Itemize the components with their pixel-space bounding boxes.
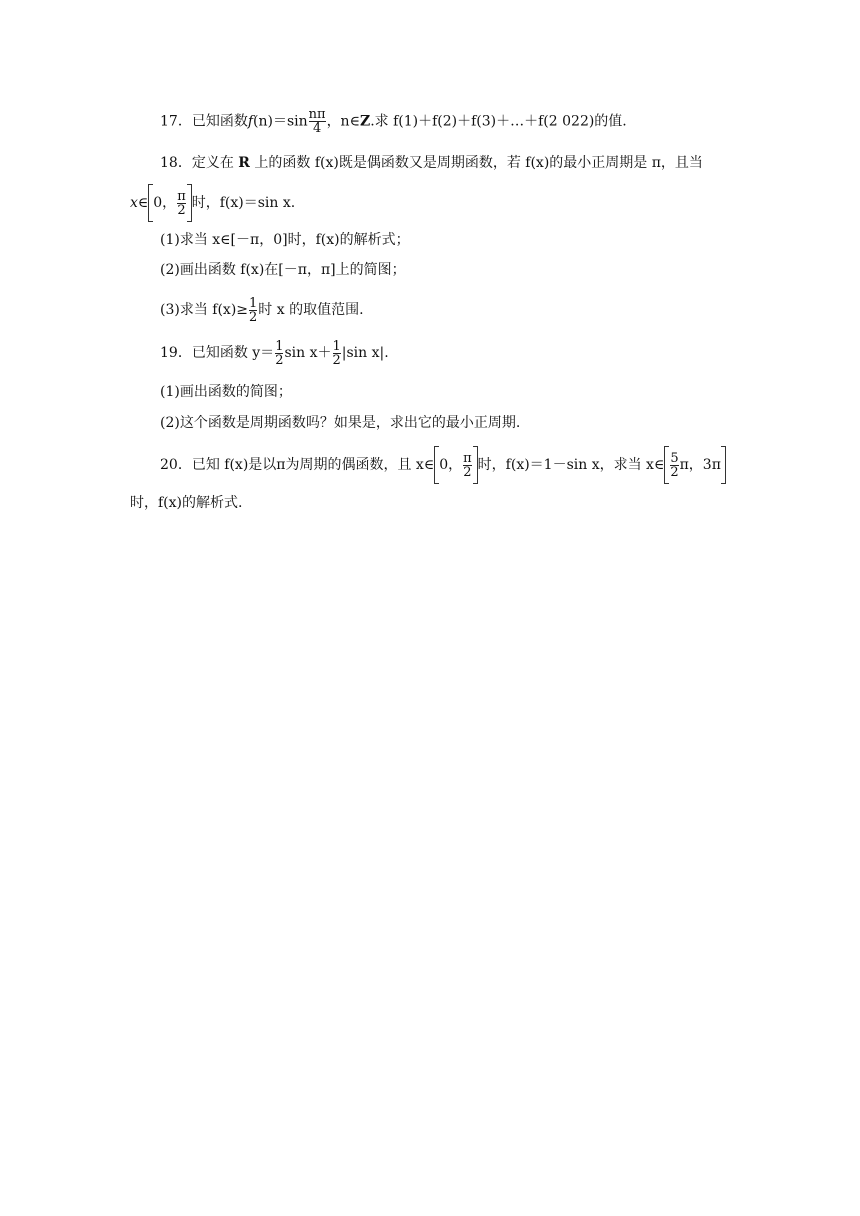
- fraction: $\frac{n\pi}{4}$: [308, 107, 326, 136]
- bracket-right: [187, 184, 192, 222]
- bracket-left: [664, 446, 669, 484]
- question-19-part-2: (2)这个函数是周期函数吗？如果是，求出它的最小正周期.: [160, 415, 521, 431]
- bracket-left: [434, 446, 439, 484]
- question-20-continued: 时，f(x)的解析式.: [130, 495, 243, 511]
- question-19-part-1: (1)画出函数的简图；: [160, 384, 292, 400]
- fraction: $\frac{\pi}{2}$: [177, 188, 186, 218]
- question-number: 20．: [160, 457, 192, 473]
- question-18: 18．定义在 R 上的函数 f(x)既是偶函数又是周期函数，若 f(x)的最小正周期是 π，且当: [160, 155, 703, 171]
- fraction: $\frac{1}{2}$: [249, 295, 258, 325]
- question-number: 17．: [160, 113, 192, 130]
- fraction: $\frac{1}{2}$: [332, 338, 341, 368]
- bracket-right: [473, 446, 478, 484]
- question-18-part-2: (2)画出函数 f(x)在[－π，π]上的简图；: [160, 262, 406, 278]
- fraction: $\frac{1}{2}$: [275, 338, 284, 368]
- bracket-left: [148, 184, 153, 222]
- question-18-part-3: (3)求当 f(x)≥ $\frac{1}{2}$ 时 x 的取值范围.: [160, 295, 364, 325]
- question-17: 17．已知函数f(n)＝sin $\frac{n\pi}{4}$ ，n∈Z.求 f(1)＋f(2)＋f(3)＋…＋f(2 022)的值.: [160, 107, 627, 136]
- question-20: 20．已知 f(x)是以π为周期的偶函数，且 x∈ 0， $\frac{\pi}{2}$ 时，f(x)＝1－sin x，求当 x∈ $\frac{5}{2}$ π，3π: [160, 445, 726, 485]
- question-18-interval-line: x∈ 0， $\frac{\pi}{2}$ 时，f(x)＝sin x.: [130, 183, 295, 223]
- fraction: $\frac{\pi}{2}$: [463, 450, 472, 480]
- question-number: 19．: [160, 345, 192, 361]
- bracket-right: [721, 446, 726, 484]
- question-19: 19．已知函数 y＝ $\frac{1}{2}$ sin x＋ $\frac{1}{2}$ |sin x|.: [160, 338, 389, 368]
- question-18-part-1: (1)求当 x∈[－π，0]时，f(x)的解析式；: [160, 232, 410, 248]
- fraction: $\frac{5}{2}$: [670, 450, 679, 480]
- question-number: 18．: [160, 155, 192, 171]
